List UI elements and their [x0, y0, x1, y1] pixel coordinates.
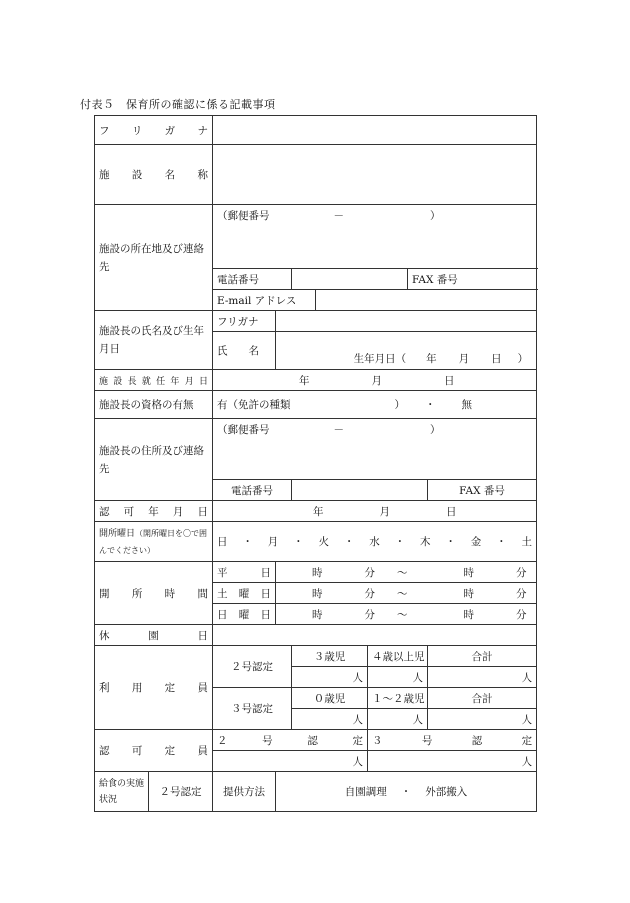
furigana-label: [99, 123, 208, 138]
director-start-char: 月: [184, 376, 194, 387]
hours-hour-end: 時: [463, 608, 474, 621]
start-year: 年: [299, 374, 310, 387]
birth-year: 年: [426, 353, 437, 365]
hours-tilde: ～: [397, 587, 408, 600]
facility-name-label: [99, 167, 208, 182]
birth-close: ）: [517, 353, 529, 365]
cert3-spread-char: ３: [372, 734, 383, 747]
weekday-char: ・: [293, 536, 304, 548]
hours-hour: 時: [312, 587, 323, 600]
location-label: 施設の所在地及び連絡先: [95, 205, 213, 311]
hours-hour-end: 時: [463, 566, 474, 579]
postal-open: （郵便番号: [217, 210, 270, 222]
hours-minute: 分: [364, 566, 375, 579]
qualification-no: 無: [461, 399, 472, 411]
hours-day-char: 日: [260, 587, 271, 600]
hours-label-char: 開: [99, 587, 110, 600]
capacity-label-char: 員: [197, 682, 208, 694]
facility-name-field[interactable]: [213, 145, 537, 205]
hours-tilde: ～: [397, 566, 408, 579]
cap3-header-0: ０歳児: [292, 688, 368, 709]
closed-label: [99, 628, 208, 643]
weekday-char: 金: [470, 536, 482, 548]
hours-day-char: 曜: [238, 587, 250, 600]
cert3-spread-char: 定: [521, 734, 533, 747]
approved-cap2-value[interactable]: 人: [213, 751, 368, 772]
email-label: E-mail アドレス: [213, 290, 316, 311]
cap2-value-0[interactable]: 人: [292, 667, 368, 688]
director-start-char: 日: [198, 376, 208, 387]
furigana-label-char: フ: [99, 124, 110, 137]
director-shimei-label: [217, 343, 259, 358]
weekday-char: ・: [394, 536, 406, 548]
furigana-label-char: ガ: [164, 124, 176, 137]
director-address-label: 施設長の住所及び連絡先: [95, 419, 213, 501]
director-postal-close: ）: [430, 424, 441, 436]
hours-day-char: 日: [260, 608, 271, 621]
meal-option-in-house: 自園調理: [344, 786, 387, 798]
hours-day-saturday: [217, 586, 271, 601]
hours-minute-end: 分: [516, 587, 527, 600]
page-title: 付表５ 保育所の確認に係る記載事項: [80, 98, 276, 111]
meal-options-field[interactable]: [276, 772, 537, 812]
director-start-char: 設: [113, 376, 123, 387]
qualification-field[interactable]: [213, 391, 537, 419]
hours-day-char: 日: [217, 608, 228, 621]
meal-method-label: 提供方法: [213, 772, 276, 812]
cap3-value-2[interactable]: 人: [428, 709, 537, 730]
director-postal-open: （郵便番号: [217, 424, 270, 436]
director-postal-field[interactable]: [213, 419, 537, 480]
cert3-spread-char: 号: [421, 734, 433, 747]
hours-field-sunday[interactable]: [276, 604, 537, 625]
approved-capacity-char: 可: [131, 745, 143, 757]
qualification-yes: 有（免許の種類: [217, 399, 291, 411]
location-postal-field[interactable]: [213, 205, 537, 269]
hours-label-char: 時: [164, 587, 176, 600]
approved-capacity-char: 認: [99, 745, 110, 757]
furigana-label-char: ナ: [197, 124, 208, 137]
cert2-spread-label: [217, 733, 363, 748]
director-start-char: 長: [127, 376, 137, 387]
approved-capacity-label: [99, 743, 208, 758]
cert2-spread-char: 定: [352, 734, 363, 747]
hours-label: [99, 586, 208, 601]
weekday-char: 水: [369, 536, 380, 548]
facility-name-label-char: 設: [131, 169, 143, 181]
cap3-header-2: 合計: [428, 688, 537, 709]
director-start-char: 就: [141, 376, 151, 387]
cert2-spread-char: 号: [262, 734, 273, 747]
open-days-label: [95, 522, 213, 562]
director-furigana-label: フリガナ: [213, 311, 276, 332]
approval-date-char: 可: [123, 505, 135, 518]
hours-day-char: 平: [217, 566, 228, 579]
director-fax-label: FAX 番号: [428, 480, 537, 501]
weekday-char: 木: [420, 536, 431, 548]
hours-label-char: 所: [131, 587, 143, 600]
cert3-spread-char: 認: [471, 734, 483, 747]
furigana-label-char: リ: [131, 124, 143, 137]
hours-minute-end: 分: [516, 566, 527, 579]
hours-minute: 分: [364, 587, 375, 600]
weekday-list[interactable]: [217, 534, 532, 549]
approval-day: 日: [446, 505, 457, 518]
weekday-char: ・: [445, 536, 456, 548]
weekday-char: 土: [521, 536, 532, 548]
closed-label-char: 休: [99, 629, 110, 642]
meal-label: 給食の実施状況: [95, 772, 149, 812]
closed-field[interactable]: [213, 625, 537, 646]
start-day: 日: [444, 374, 455, 387]
phone-field[interactable]: [292, 269, 408, 290]
start-month: 月: [371, 374, 382, 387]
director-shimei-char: 氏: [217, 345, 228, 357]
cap3-value-1[interactable]: 人: [368, 709, 428, 730]
email-field[interactable]: [316, 290, 537, 311]
weekday-char: 月: [267, 536, 279, 548]
cap2-header-2: 合計: [428, 646, 537, 667]
approval-date-char: 年: [148, 505, 159, 518]
hours-day-char: 土: [217, 587, 228, 600]
cert2-spread-char: ２: [217, 734, 228, 747]
hours-tilde: ～: [397, 608, 408, 621]
capacity-label-char: 利: [99, 682, 110, 694]
open-days-title: 開所曜日: [99, 528, 136, 539]
cert3-label: ３号認定: [213, 688, 292, 730]
approval-date-char: 月: [172, 505, 184, 518]
capacity-label: [99, 680, 208, 695]
hours-hour: 時: [312, 566, 323, 579]
closed-label-char: 園: [148, 629, 159, 642]
cap2-header-1: ４歳以上児: [368, 646, 428, 667]
cert3-spread-label: [372, 733, 532, 748]
postal-close: ）: [430, 210, 441, 222]
postal-dash: －: [333, 210, 344, 222]
furigana-field[interactable]: [213, 116, 537, 145]
director-start-char: 年: [170, 376, 180, 387]
qualification-close: ）: [394, 399, 405, 411]
hours-label-char: 間: [197, 587, 208, 600]
cap3-value-0[interactable]: 人: [292, 709, 368, 730]
approved-cap3-value[interactable]: 人: [368, 751, 537, 772]
phone-label: 電話番号: [213, 269, 292, 290]
facility-name-label-char: 名: [164, 169, 176, 181]
birth-month: 月: [458, 353, 470, 365]
hours-day-char: 曜: [238, 608, 250, 621]
weekday-char: ・: [343, 536, 355, 548]
hours-field-saturday[interactable]: [276, 583, 537, 604]
meal-option-external: 外部搬入: [425, 786, 468, 798]
meal-cert-label: ２号認定: [149, 772, 213, 812]
qualification-dot: ・: [425, 399, 436, 411]
facility-name-label-char: 称: [197, 169, 208, 181]
qualification-label: 施設長の資格の有無: [95, 391, 213, 419]
hours-minute-end: 分: [516, 608, 527, 621]
hours-hour: 時: [312, 608, 323, 621]
approval-month: 月: [379, 505, 390, 518]
hours-day-weekday: [217, 565, 271, 580]
director-name-field[interactable]: [276, 332, 537, 370]
hours-minute: 分: [364, 608, 375, 621]
meal-option-dot: ・: [400, 786, 412, 798]
director-start-char: 任: [156, 376, 166, 387]
approval-date-field[interactable]: [213, 501, 537, 522]
weekday-char: 日: [217, 536, 228, 548]
confirmation-form-table: [94, 115, 537, 812]
cert2-label: ２号認定: [213, 646, 292, 688]
hours-day-char: 日: [260, 566, 271, 579]
cap2-value-1[interactable]: 人: [368, 667, 428, 688]
capacity-label-char: 用: [131, 682, 143, 694]
cert2-spread-char: 認: [307, 734, 318, 747]
cap2-value-2[interactable]: 人: [428, 667, 537, 688]
birth-label: 生年月日（: [353, 353, 407, 365]
weekday-char: 火: [318, 536, 329, 548]
director-phone-field[interactable]: [292, 480, 428, 501]
birth-day: 日: [491, 353, 502, 365]
approval-year: 年: [313, 505, 324, 518]
cap3-header-1: １～２歳児: [368, 688, 428, 709]
hours-day-sunday: [217, 607, 271, 622]
director-name-label: 施設長の氏名及び生年月日: [95, 311, 213, 370]
approved-capacity-char: 員: [197, 745, 208, 757]
hours-hour-end: 時: [463, 587, 474, 600]
director-shimei-char: 名: [248, 345, 259, 357]
closed-label-char: 日: [197, 629, 208, 642]
director-start-field[interactable]: [213, 370, 537, 391]
capacity-label-char: 定: [164, 682, 176, 694]
open-days-note: （開所曜日を〇で囲んでください）: [99, 528, 208, 555]
director-postal-dash: －: [333, 424, 344, 436]
approval-date-label: [99, 504, 208, 519]
director-furigana-field[interactable]: [276, 311, 537, 332]
approved-capacity-char: 定: [164, 745, 176, 757]
approval-date-char: 日: [197, 505, 208, 518]
approval-date-char: 認: [99, 505, 110, 518]
director-start-label: [99, 374, 208, 387]
director-phone-label: 電話番号: [213, 480, 292, 501]
fax-label: FAX 番号: [408, 269, 537, 290]
cap2-header-0: ３歳児: [292, 646, 368, 667]
director-start-char: 施: [99, 376, 109, 387]
weekday-char: ・: [242, 536, 253, 548]
hours-field-weekday[interactable]: [276, 562, 537, 583]
facility-name-label-char: 施: [99, 169, 110, 181]
weekday-char: ・: [496, 536, 507, 548]
